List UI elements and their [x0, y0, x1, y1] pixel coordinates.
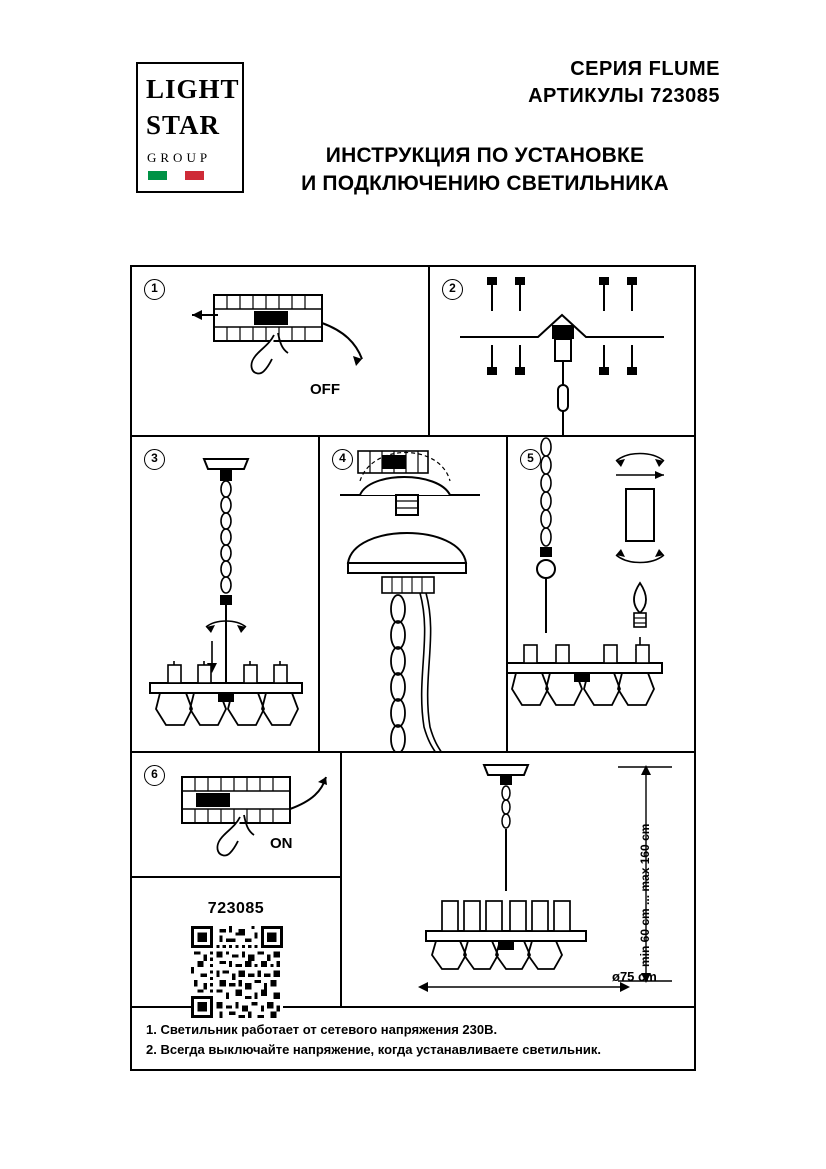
step-3-cell: [132, 437, 320, 753]
diameter-dimension-label: ø75 cm: [612, 969, 657, 984]
step-4-illustration: [320, 437, 508, 753]
logo-text-group: GROUP: [147, 150, 212, 165]
series-name: СЕРИЯ FLUME: [570, 58, 720, 80]
step-3-illustration: [132, 437, 320, 753]
step-1-label: OFF: [310, 381, 340, 398]
logo-text-light: LIGHT: [146, 74, 240, 104]
italian-flag-icon: [148, 171, 204, 180]
notes-cell: [132, 1008, 694, 1069]
step-2-cell: [430, 267, 694, 437]
step-5-illustration: [508, 437, 694, 753]
qr-code: [191, 926, 283, 1018]
note-2: 2. Всегда выключайте напряжение, когда устанавливаете светильник.: [146, 1042, 601, 1058]
article-number: АРТИКУЛЫ 723085: [528, 85, 720, 107]
step-2-illustration: [430, 267, 694, 437]
step-number-1: 1: [144, 279, 165, 300]
qr-cell: [132, 878, 342, 1008]
step-number-3: 3: [144, 449, 165, 470]
height-dimension-label: min 60 cm ... max 160 cm: [638, 823, 652, 967]
step-4-cell: [320, 437, 508, 753]
product-code: 723085: [207, 900, 265, 917]
step-1-cell: [132, 267, 430, 437]
step-number-5: 5: [520, 449, 541, 470]
instruction-grid: [130, 265, 696, 1071]
step-number-2: 2: [442, 279, 463, 300]
step-6-label: ON: [270, 835, 293, 852]
step-6-cell: [132, 753, 342, 878]
step-number-4: 4: [332, 449, 353, 470]
header-product-info: [300, 56, 720, 110]
brand-logo: [136, 62, 244, 193]
page-header: [0, 0, 826, 230]
note-1: 1. Светильник работает от сетевого напряжения 230В.: [146, 1022, 498, 1037]
page-title: [250, 142, 720, 199]
page-title-line2: И ПОДКЛЮЧЕНИЮ СВЕТИЛЬНИКА: [301, 172, 669, 196]
page-title-line1: ИНСТРУКЦИЯ ПО УСТАНОВКЕ: [325, 144, 645, 167]
step-5-cell: [508, 437, 694, 753]
logo-text-star: STAR: [146, 110, 221, 140]
step-1-illustration: [132, 267, 430, 437]
step-number-6: 6: [144, 765, 165, 786]
dimensions-cell: [342, 753, 694, 1008]
